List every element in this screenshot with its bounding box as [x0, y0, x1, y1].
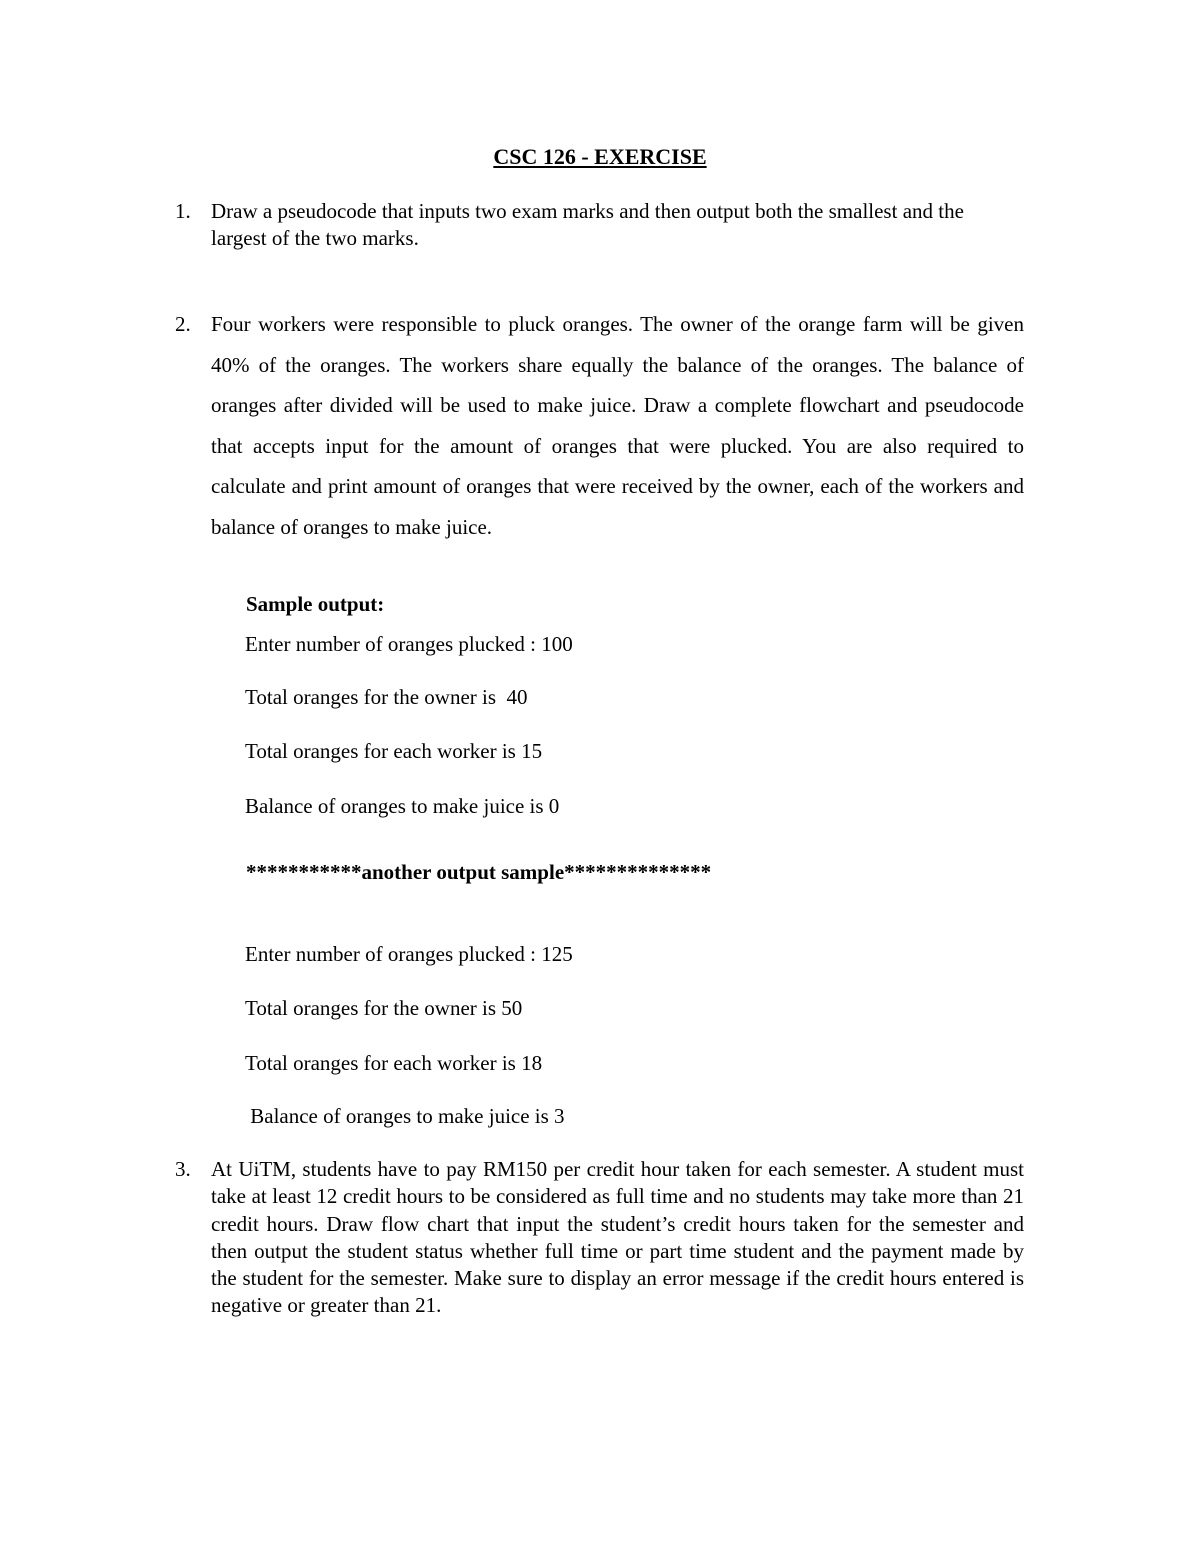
question-2-number: 2.: [175, 312, 191, 336]
sample-output-line: Total oranges for the owner is 50: [245, 996, 523, 1020]
question-3-number: 3.: [175, 1157, 191, 1181]
sample-output-line: Enter number of oranges plucked : 125: [245, 942, 573, 966]
question-2-text: Four workers were responsible to pluck oranges. The owner of the orange farm will be given 40% of the oranges. The workers share equally the balance of the oranges. The balance of oranges after divided will be used to make juice. Draw a complete flowchart and pseudocode that accepts input for the amount of oranges that were plucked. You are also required to calculate and print amount of oranges that were received by the owner, each of the workers and balance of oranges to make juice.: [211, 312, 1024, 539]
sample-output-line: Balance of oranges to make juice is 0: [245, 794, 560, 818]
sample-output-line: Balance of oranges to make juice is 3: [245, 1104, 565, 1128]
sample-separator: ***********another output sample**************: [246, 860, 712, 884]
sample-output-line: Total oranges for each worker is 15: [245, 739, 543, 763]
question-3-text: At UiTM, students have to pay RM150 per credit hour taken for each semester. A student must take at least 12 credit hours to be considered as full time and no students may take more than 21 credit hours. Draw flow chart that input the student’s credit hours taken for the semester and then output the student status whether full time or part time student and the payment made by the student for the semester. Make sure to display an error message if the credit hours entered is negative or greater than 21.: [211, 1157, 1024, 1318]
sample-output-heading: Sample output:: [246, 592, 385, 616]
question-1-text: Draw a pseudocode that inputs two exam marks and then output both the smallest and the largest of the two marks.: [211, 199, 964, 250]
sample-output-line: Enter number of oranges plucked : 100: [245, 632, 573, 656]
sample-output-line: Total oranges for the owner is 40: [245, 685, 528, 709]
page-title: CSC 126 - EXERCISE: [493, 144, 707, 169]
question-1-number: 1.: [175, 199, 191, 223]
sample-output-line: Total oranges for each worker is 18: [245, 1051, 543, 1075]
